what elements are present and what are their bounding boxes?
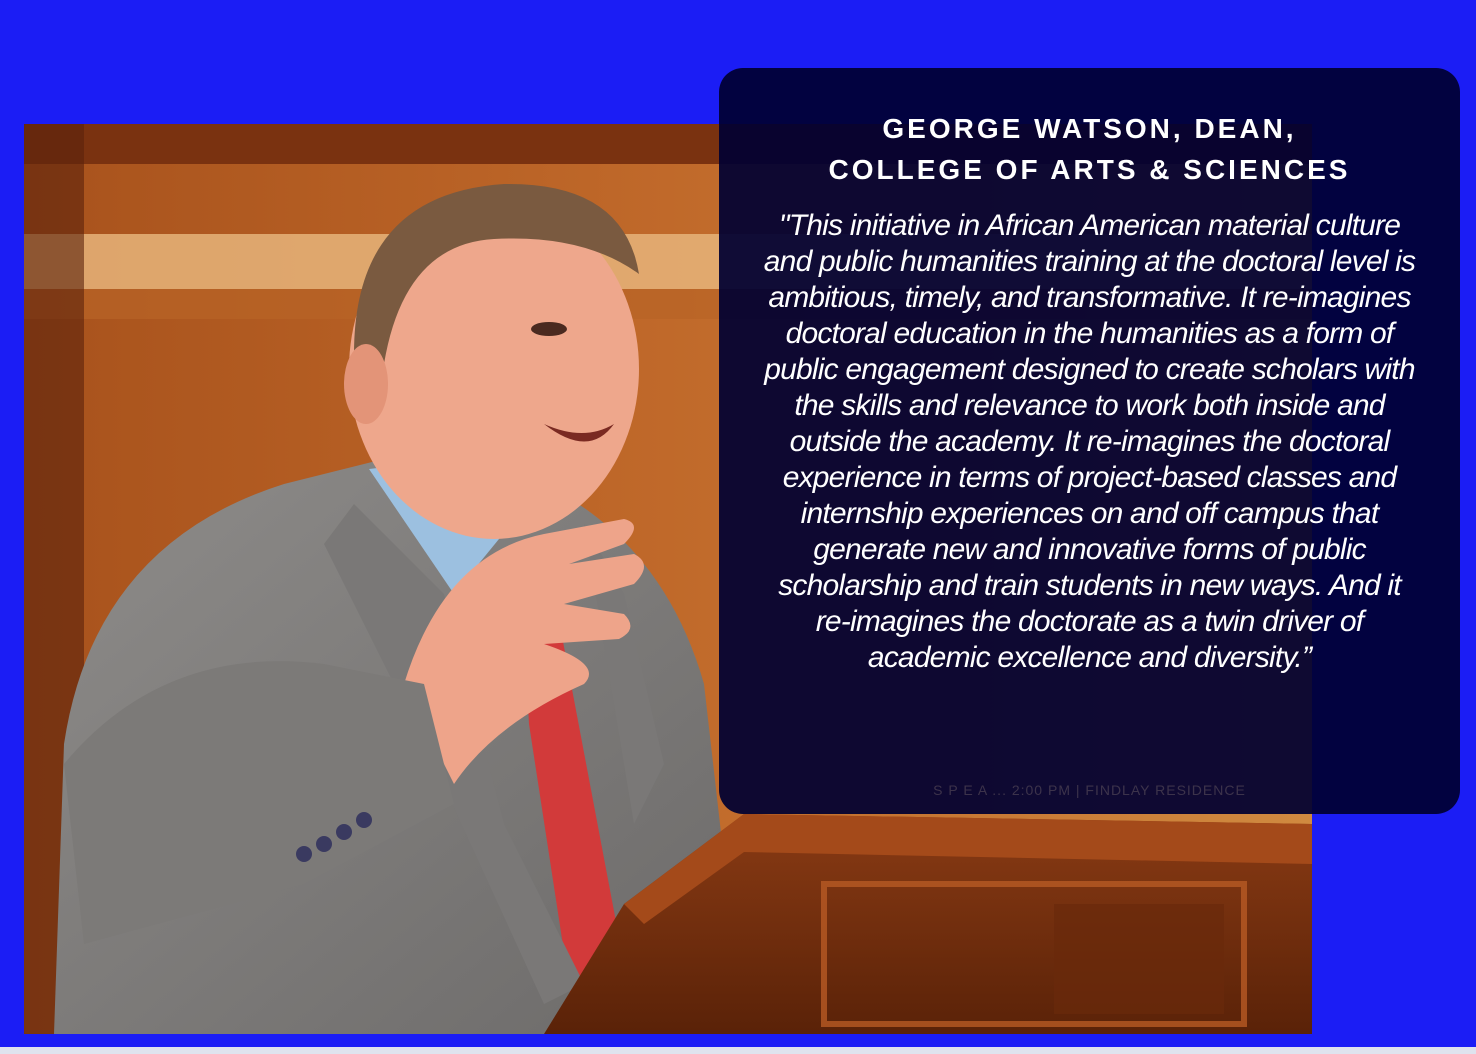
faint-caption: S P E A ... 2:00 PM | FINDLAY RESIDENCE [933, 782, 1246, 798]
speaker-title: COLLEGE OF ARTS & SCIENCES [828, 154, 1351, 185]
quote-text: "This initiative in African American material culture and public humanities training at the doctoral level is ambitious, timely, and transformative. It re-imagines doctoral education in the humanities as a form of public engagement designed to create scholars with the skills and relevance to work both inside and outside the academy. It re-imagines the doctoral experience in terms of project-based classes and internship experiences on and off campus that generate new and innovative forms of public scholarship and train students in new ways. And it re-imagines the doctorate as a twin driver of academic excellence and diversity.” [763, 209, 1416, 674]
speaker-attribution [759, 108, 1420, 190]
quote-card [719, 68, 1460, 814]
speaker-name: GEORGE WATSON, DEAN, [882, 113, 1297, 144]
bottom-strip [0, 1047, 1476, 1054]
